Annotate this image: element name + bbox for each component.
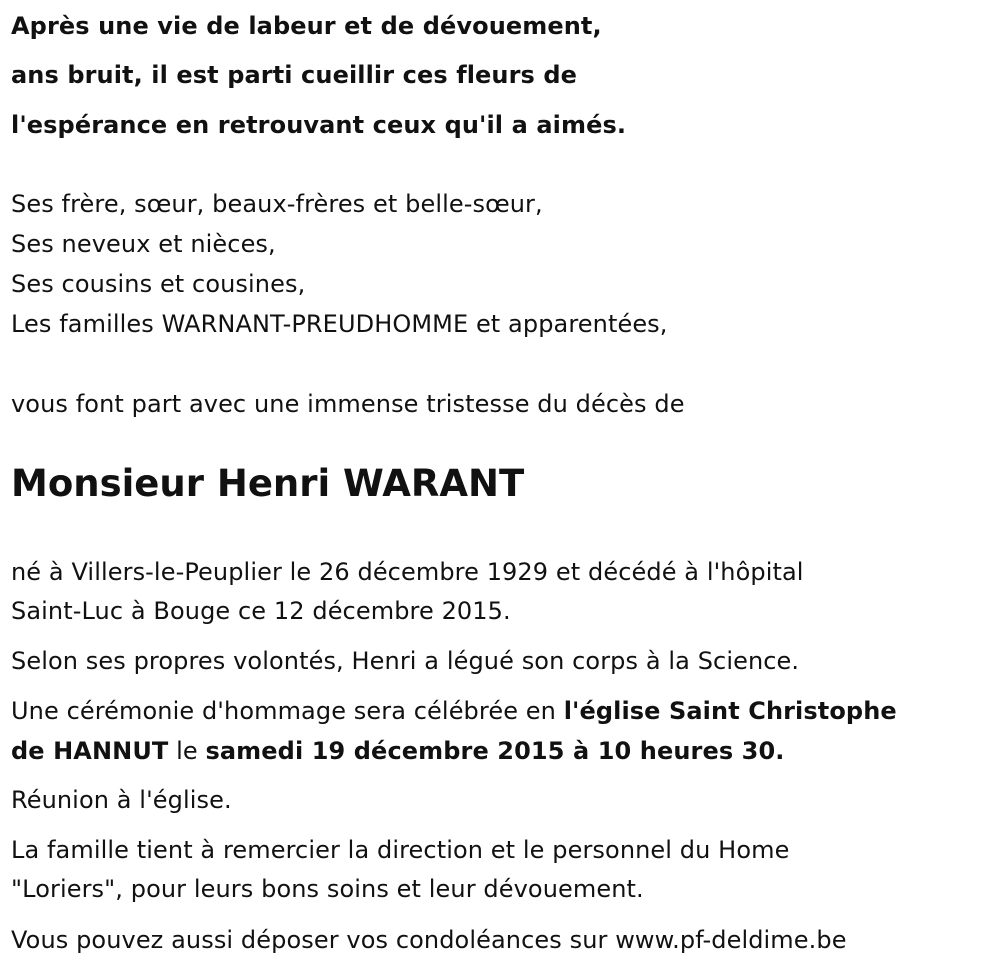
condolences-text: Vous pouvez aussi déposer vos condoléances sur www.pf-deldime.be — [11, 926, 847, 954]
ceremony-intro: Une cérémonie d'hommage sera célébrée en — [11, 697, 564, 725]
ceremony-line-1 — [11, 695, 897, 727]
intro-line-2: ans bruit, il est parti cueillir ces fleurs de — [11, 61, 578, 89]
ceremony-connector: le — [168, 737, 206, 765]
family-line-3: Ses cousins et cousines, — [11, 270, 306, 298]
intro-line-3: l'espérance en retrouvant ceux qu'il a aimés. — [11, 111, 627, 139]
ceremony-line-2 — [11, 735, 784, 767]
intro-line-1: Après une vie de labeur et de dévouement, — [11, 12, 602, 40]
wishes-text: Selon ses propres volontés, Henri a légué son corps à la Science. — [11, 647, 800, 675]
meeting-text: Réunion à l'église. — [11, 786, 232, 814]
deceased-name: Monsieur Henri WARANT — [11, 462, 525, 505]
birth-death-line-2: Saint-Luc à Bouge ce 12 décembre 2015. — [11, 597, 511, 625]
birth-death-line-1: né à Villers-le-Peuplier le 26 décembre 1929 et décédé à l'hôpital — [11, 558, 804, 586]
ceremony-town: de HANNUT — [11, 737, 169, 765]
family-line-2: Ses neveux et nièces, — [11, 230, 276, 258]
family-line-4: Les familles WARNANT-PREUDHOMME et apparentées, — [11, 310, 668, 338]
ceremony-datetime: samedi 19 décembre 2015 à 10 heures 30. — [205, 737, 785, 765]
ceremony-place: l'église Saint Christophe — [563, 697, 897, 725]
thanks-line-2: "Loriers", pour leurs bons soins et leur dévouement. — [11, 875, 644, 903]
thanks-line-1: La famille tient à remercier la direction et le personnel du Home — [11, 836, 790, 864]
family-line-1: Ses frère, sœur, beaux-frères et belle-sœur, — [11, 190, 543, 218]
announcement-text: vous font part avec une immense tristesse du décès de — [11, 390, 685, 418]
